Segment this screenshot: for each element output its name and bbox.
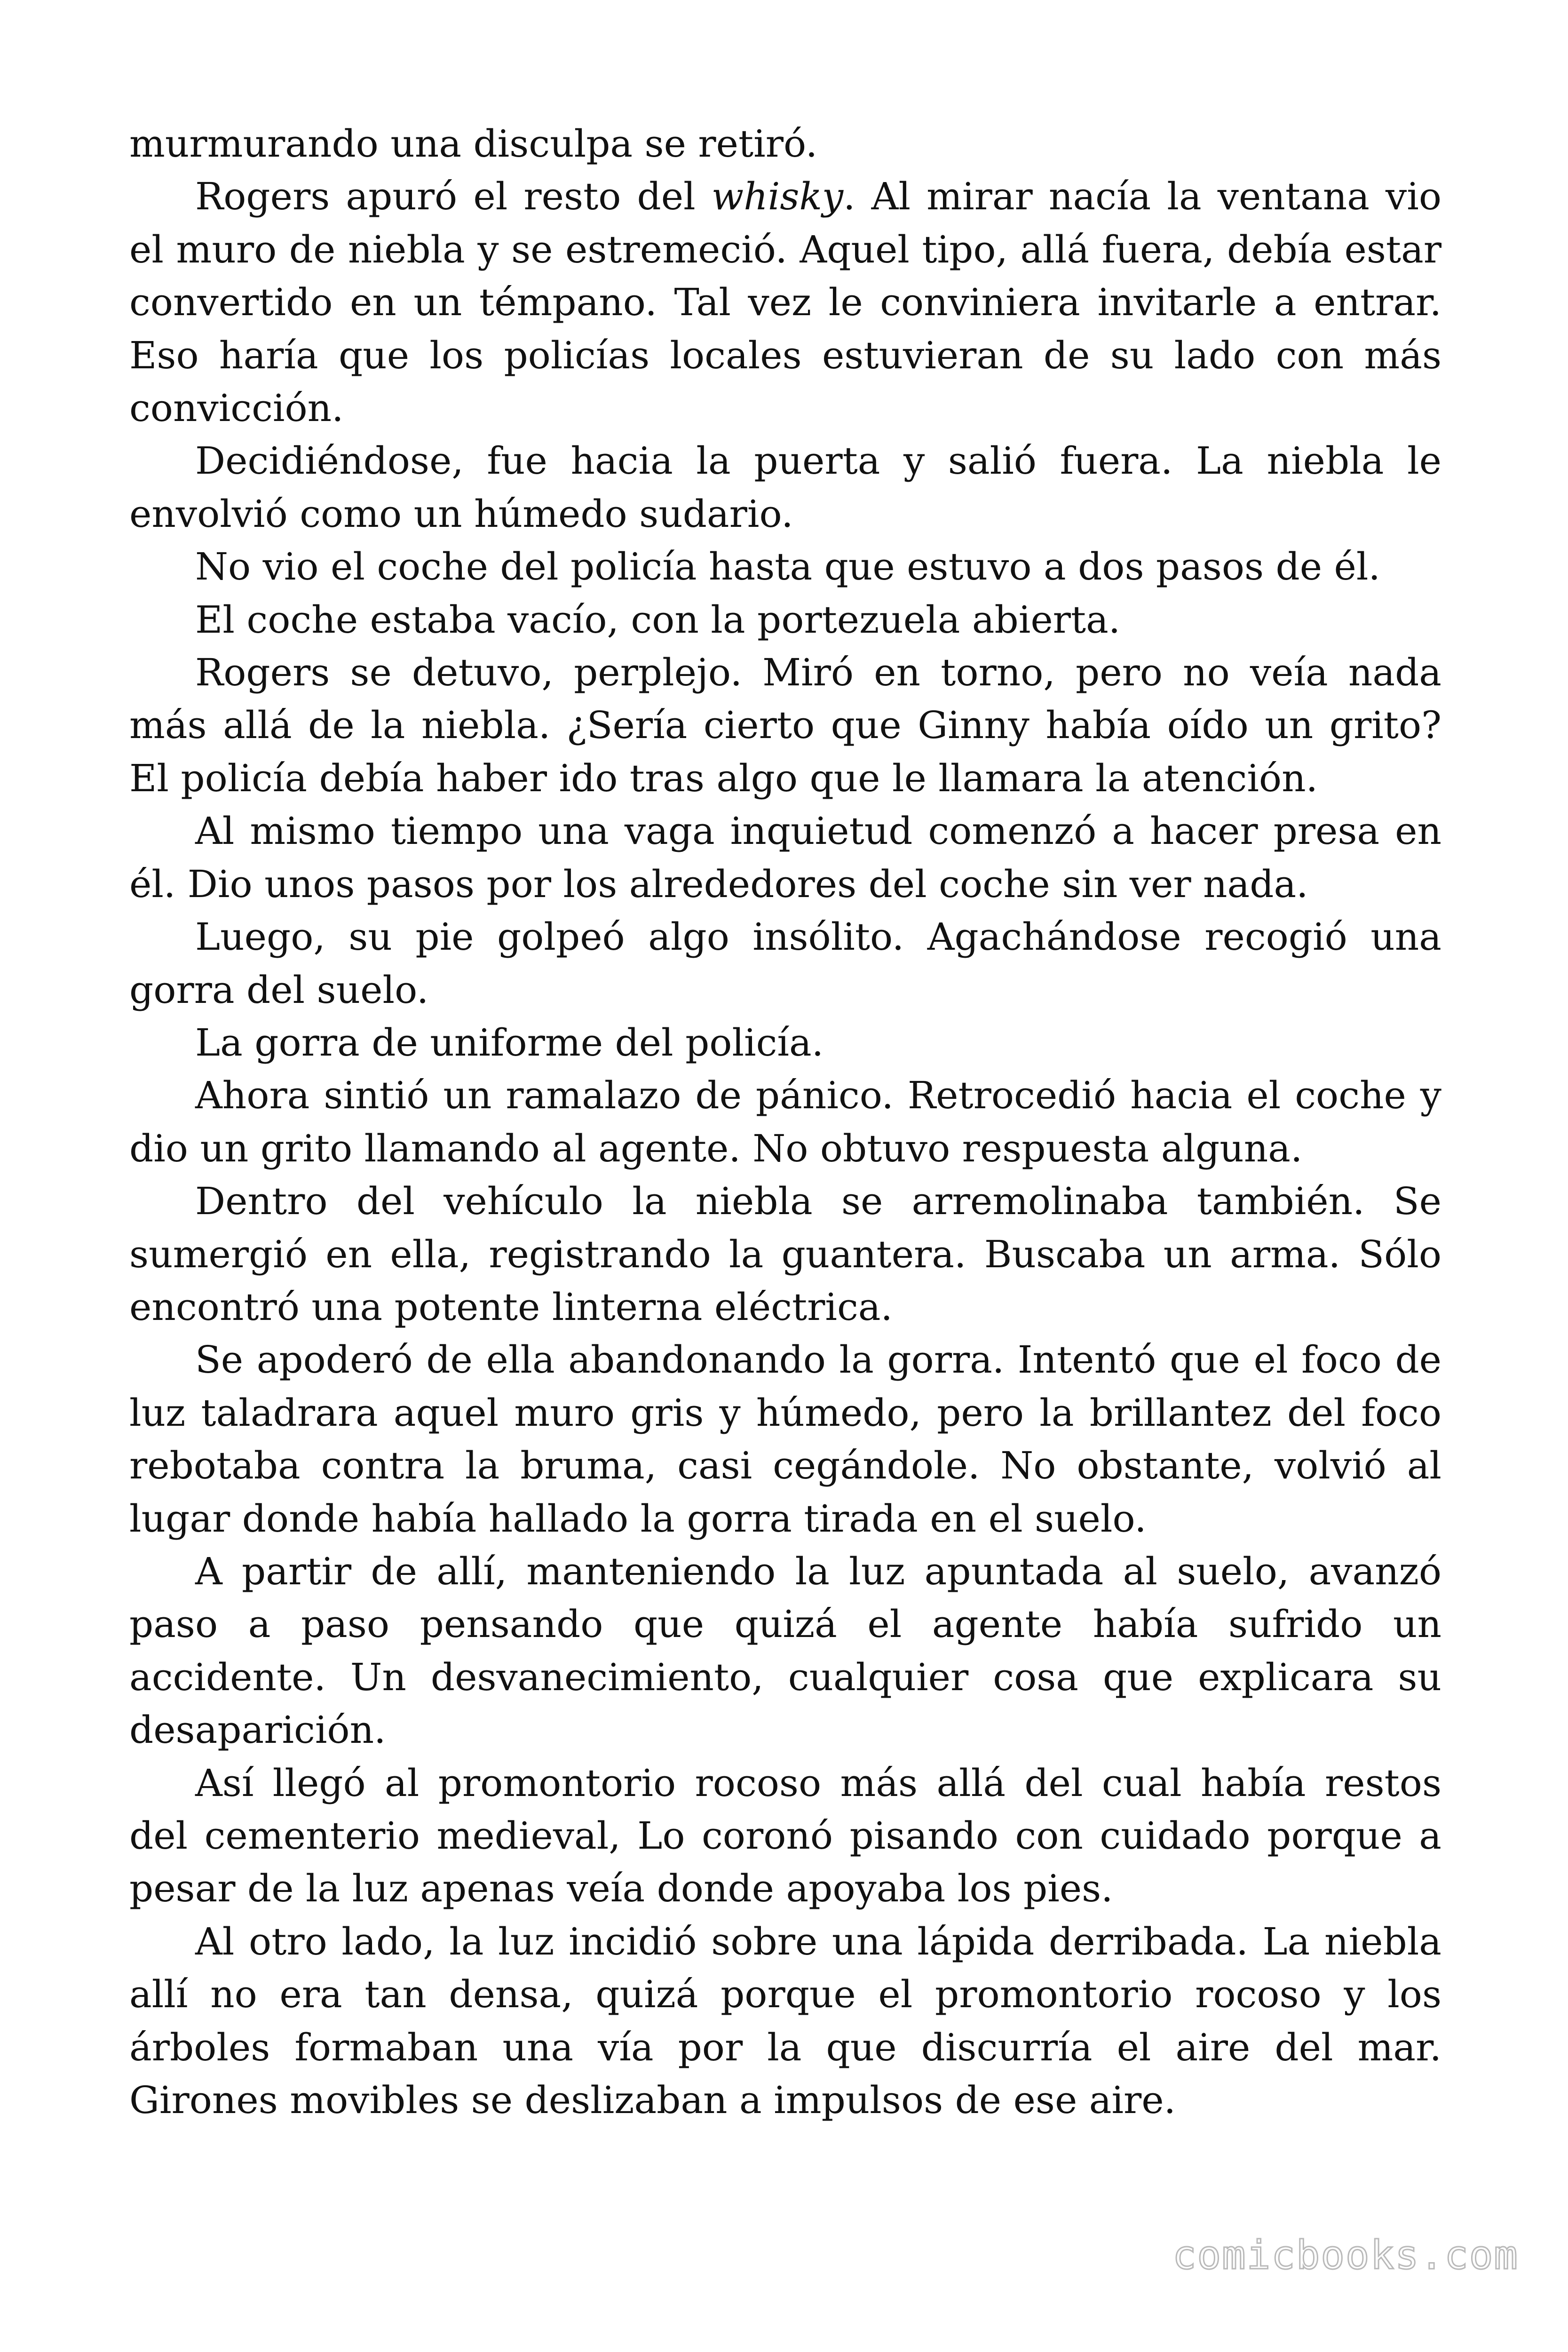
- paragraph-4: No vio el coche del policía hasta que estuvo a dos pasos de él.: [195, 545, 1380, 589]
- paragraph-7: Al mismo tiempo una vaga inquietud comenzó a hacer presa en él. Dio unos pasos por los alrededores del coche sin ver nada.: [129, 809, 1441, 906]
- paragraph-2-rest: . Al mirar nacía la ventana vio el muro de niebla y se estremeció. Aquel tipo, allá fuera, debía estar convertido en un témpano. Tal vez le conviniera invitarle a entrar. Eso haría que los policías locales estuvieran de su lado con más convicción.: [129, 175, 1441, 430]
- paragraph-2: [129, 170, 1441, 435]
- watermark: comicbooks.com: [1172, 2232, 1519, 2278]
- italic-word: whisky: [711, 175, 844, 219]
- paragraph-3: Decidiéndose, fue hacia la puerta y salió fuera. La niebla le envolvió como un húmedo sudario.: [129, 439, 1441, 536]
- paragraph-9: La gorra de uniforme del policía.: [195, 1020, 824, 1065]
- paragraph-1: murmurando una disculpa se retiró.: [129, 122, 818, 166]
- paragraph-15: Al otro lado, la luz incidió sobre una lápida derribada. La niebla allí no era tan densa, quizá porque el promontorio rocoso y los árboles formaban una vía por la que discurría el aire del mar. Girones movibles se deslizaban a impulsos de ese aire.: [129, 1919, 1441, 2122]
- paragraph-2-start: Rogers apuró el resto del: [195, 175, 712, 219]
- paragraph-5: El coche estaba vacío, con la portezuela abierta.: [195, 597, 1121, 642]
- paragraph-10: Ahora sintió un ramalazo de pánico. Retrocedió hacia el coche y dio un grito llamando al agente. No obtuvo respuesta alguna.: [129, 1073, 1441, 1170]
- paragraph-8: Luego, su pie golpeó algo insólito. Agachándose recogió una gorra del suelo.: [129, 915, 1441, 1012]
- paragraph-14: Así llegó al promontorio rocoso más allá del cual había restos del cementerio medieval, Lo coronó pisando con cuidado porque a pesar de la luz apenas veía donde apoyaba los pies.: [129, 1761, 1441, 1911]
- paragraph-11: Dentro del vehículo la niebla se arremolinaba también. Se sumergió en ella, registrando la guantera. Buscaba un arma. Sólo encontró una potente linterna eléctrica.: [129, 1179, 1441, 1329]
- paragraph-12: Se apoderó de ella abandonando la gorra. Intentó que el foco de luz taladrara aquel muro gris y húmedo, pero la brillantez del foco rebotaba contra la bruma, casi cegándole. No obstante, volvió al lugar donde había hallado la gorra tirada en el suelo.: [129, 1338, 1441, 1541]
- paragraph-13: A partir de allí, manteniendo la luz apuntada al suelo, avanzó paso a paso pensando que quizá el agente había sufrido un accidente. Un desvanecimiento, cualquier cosa que explicara su desaparición.: [129, 1549, 1441, 1752]
- paragraph-6: Rogers se detuvo, perplejo. Miró en torno, pero no veía nada más allá de la niebla. ¿Sería cierto que Ginny había oído un grito? El policía debía haber ido tras algo que le llamara la atención.: [129, 651, 1441, 800]
- body-text: [129, 118, 1441, 2127]
